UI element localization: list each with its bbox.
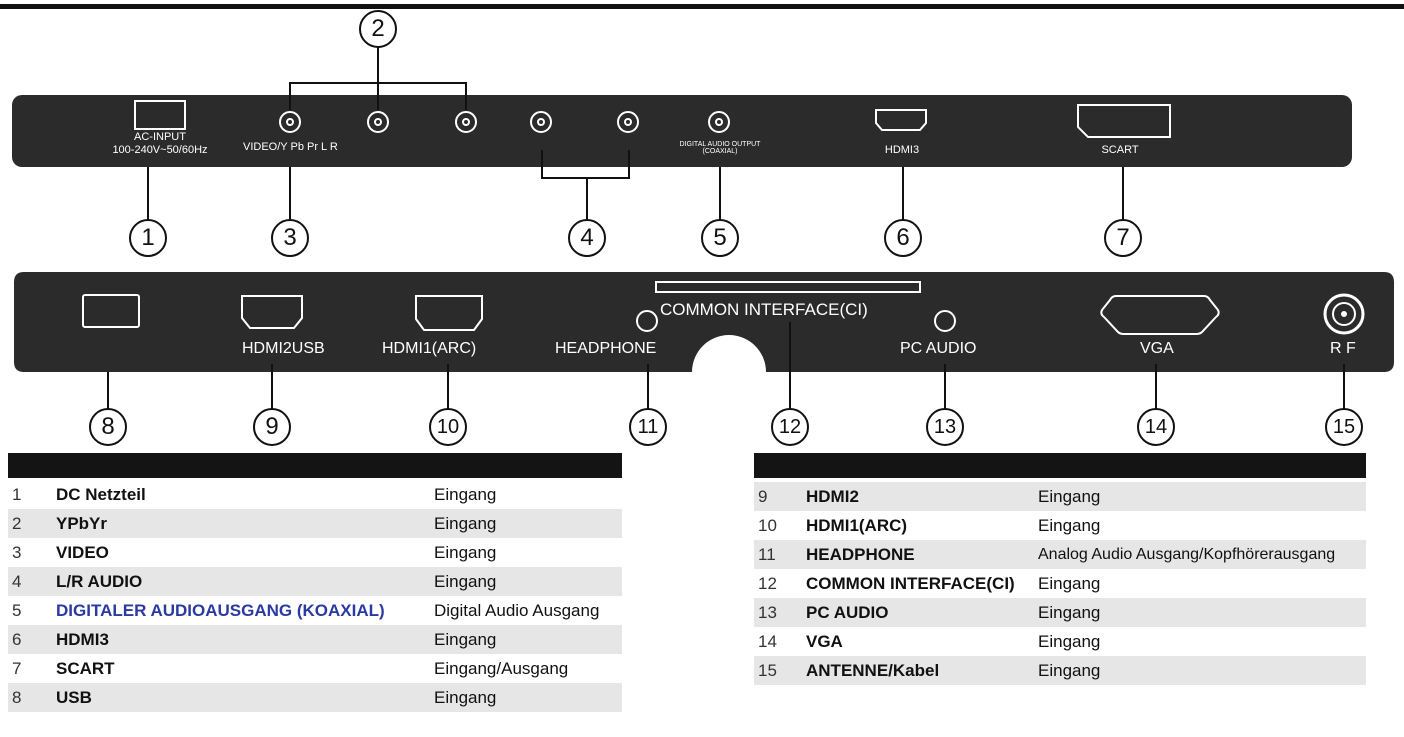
row-name: L/R AUDIO bbox=[52, 567, 430, 596]
pr-jack-icon bbox=[455, 111, 477, 133]
digital-audio-label: DIGITAL AUDIO OUTPUT bbox=[679, 141, 761, 148]
row-number: 8 bbox=[8, 683, 52, 712]
callout-3: 3 bbox=[271, 219, 309, 257]
callout-4: 4 bbox=[568, 219, 606, 257]
row-desc: Eingang bbox=[1038, 515, 1101, 535]
row-desc: Eingang bbox=[430, 509, 622, 538]
row-name: DIGITALER AUDIOAUSGANG (KOAXIAL) bbox=[56, 600, 385, 620]
ci-slot-icon bbox=[655, 281, 921, 293]
table-row bbox=[754, 598, 1366, 627]
audio-r-jack-icon bbox=[617, 111, 639, 133]
hdmi2usb-label: HDMI2USB bbox=[242, 340, 325, 357]
callout-14: 14 bbox=[1137, 408, 1175, 446]
pc-audio-jack-icon bbox=[934, 310, 956, 332]
leader-13 bbox=[944, 364, 946, 414]
row-desc: Eingang bbox=[1034, 656, 1366, 685]
video-y-jack-icon bbox=[279, 111, 301, 133]
bracket-2-right bbox=[465, 82, 467, 110]
row-number: 14 bbox=[758, 631, 777, 651]
row-number: 6 bbox=[8, 625, 52, 654]
row-name: SCART bbox=[56, 658, 115, 678]
table-row bbox=[8, 654, 622, 683]
bracket-2-mid bbox=[377, 82, 379, 110]
row-name: YPbYr bbox=[52, 509, 430, 538]
ci-label: COMMON INTERFACE(CI) bbox=[660, 300, 868, 319]
row-desc: Eingang bbox=[430, 567, 622, 596]
usb-port-icon bbox=[82, 294, 140, 328]
leader-11 bbox=[647, 364, 649, 414]
leader-3 bbox=[289, 167, 291, 223]
row-name: VIDEO bbox=[56, 542, 109, 562]
table-row bbox=[8, 538, 622, 567]
row-number: 11 bbox=[754, 540, 802, 569]
table-row bbox=[8, 509, 622, 538]
callout-1: 1 bbox=[129, 219, 167, 257]
pc-audio-label: PC AUDIO bbox=[900, 340, 977, 357]
headphone-label: HEADPHONE bbox=[555, 340, 657, 357]
row-number: 15 bbox=[754, 656, 802, 685]
row-desc: Eingang bbox=[1034, 482, 1366, 511]
callout-2: 2 bbox=[359, 10, 397, 48]
ac-input-port-icon bbox=[134, 100, 186, 130]
row-number: 3 bbox=[12, 542, 22, 562]
top-rule bbox=[0, 4, 1404, 9]
row-desc: Eingang/Ausgang bbox=[434, 658, 569, 678]
coaxial-label: (COAXIAL) bbox=[702, 148, 738, 155]
ac-rating-label: 100-240V~50/60Hz bbox=[112, 144, 208, 156]
leader-15 bbox=[1343, 364, 1345, 414]
callout-10: 10 bbox=[429, 408, 467, 446]
row-number: 12 bbox=[758, 573, 777, 593]
table-row bbox=[8, 480, 622, 509]
row-number: 5 bbox=[12, 600, 22, 620]
callout-9: 9 bbox=[253, 408, 291, 446]
bracket-2-left bbox=[289, 82, 291, 110]
callout-7: 7 bbox=[1104, 219, 1142, 257]
scart-label: SCART bbox=[1101, 144, 1139, 156]
callout-8: 8 bbox=[89, 408, 127, 446]
row-desc: Eingang bbox=[430, 683, 622, 712]
row-number: 9 bbox=[754, 482, 802, 511]
row-number: 2 bbox=[8, 509, 52, 538]
hdmi3-label: HDMI3 bbox=[884, 144, 920, 156]
hdmi1-port-icon bbox=[414, 294, 484, 334]
table-row bbox=[754, 482, 1366, 511]
row-name: USB bbox=[52, 683, 430, 712]
coaxial-jack-icon bbox=[708, 111, 730, 133]
row-desc: Analog Audio Ausgang/Kopfhörerausgang bbox=[1034, 540, 1366, 569]
row-name: HDMI3 bbox=[52, 625, 430, 654]
hdmi1arc-label: HDMI1(ARC) bbox=[382, 340, 477, 357]
row-name: PC AUDIO bbox=[802, 598, 1034, 627]
callout-13: 13 bbox=[926, 408, 964, 446]
row-desc: Eingang bbox=[430, 625, 622, 654]
rf-label: R F bbox=[1330, 340, 1356, 357]
headphone-jack-icon bbox=[636, 310, 658, 332]
row-desc: Eingang bbox=[1038, 573, 1101, 593]
leader-14 bbox=[1155, 364, 1157, 414]
row-name: HEADPHONE bbox=[802, 540, 1034, 569]
rf-antenna-port-icon bbox=[1322, 292, 1366, 336]
callout-5: 5 bbox=[701, 219, 739, 257]
row-number: 7 bbox=[12, 658, 22, 678]
hdmi3-port-icon bbox=[874, 108, 928, 132]
table-row bbox=[754, 511, 1366, 540]
row-name: HDMI1(ARC) bbox=[806, 515, 908, 535]
video-ypbpr-label: VIDEO/Y Pb Pr L R bbox=[243, 141, 338, 153]
row-desc: Digital Audio Ausgang bbox=[434, 600, 600, 620]
leader-6 bbox=[902, 167, 904, 223]
row-name: DC Netzteil bbox=[56, 484, 146, 504]
left-connector-table bbox=[8, 480, 622, 712]
pb-jack-icon bbox=[367, 111, 389, 133]
leader-7 bbox=[1122, 167, 1124, 223]
left-table-header-bar bbox=[8, 453, 622, 478]
right-connector-table bbox=[754, 482, 1366, 685]
row-number: 13 bbox=[754, 598, 802, 627]
row-name: VGA bbox=[806, 631, 843, 651]
bracket-4-stem bbox=[586, 177, 588, 223]
bracket-2-stem bbox=[377, 44, 379, 84]
audio-l-jack-icon bbox=[530, 111, 552, 133]
table-row bbox=[8, 683, 622, 712]
table-row bbox=[8, 567, 622, 596]
row-desc: Eingang bbox=[434, 542, 497, 562]
bracket-4-left bbox=[541, 150, 543, 178]
table-row bbox=[754, 627, 1366, 656]
callout-12: 12 bbox=[771, 408, 809, 446]
bracket-4-right bbox=[628, 150, 630, 178]
vga-label: VGA bbox=[1140, 340, 1174, 357]
row-desc: Eingang bbox=[1038, 631, 1101, 651]
table-row bbox=[754, 569, 1366, 598]
right-table-header-bar bbox=[754, 453, 1366, 478]
row-number: 4 bbox=[8, 567, 52, 596]
callout-15: 15 bbox=[1325, 408, 1363, 446]
row-number: 10 bbox=[758, 515, 777, 535]
ac-input-label: AC-INPUT bbox=[134, 131, 186, 143]
scart-port-icon bbox=[1074, 103, 1174, 139]
row-name: COMMON INTERFACE(CI) bbox=[806, 573, 1015, 593]
leader-12 bbox=[789, 322, 791, 414]
leader-5 bbox=[719, 167, 721, 223]
callout-11: 11 bbox=[629, 408, 667, 446]
leader-10 bbox=[447, 364, 449, 414]
leader-1 bbox=[147, 167, 149, 223]
hdmi2-port-icon bbox=[240, 294, 304, 332]
vga-port-icon bbox=[1098, 294, 1222, 336]
table-row bbox=[8, 596, 622, 625]
callout-6: 6 bbox=[884, 219, 922, 257]
row-number: 1 bbox=[12, 484, 22, 504]
table-row bbox=[754, 656, 1366, 685]
table-row bbox=[8, 625, 622, 654]
row-desc: Eingang bbox=[434, 484, 497, 504]
leader-9 bbox=[271, 364, 273, 414]
row-name: ANTENNE/Kabel bbox=[802, 656, 1034, 685]
row-name: HDMI2 bbox=[802, 482, 1034, 511]
row-desc: Eingang bbox=[1034, 598, 1366, 627]
table-row bbox=[754, 540, 1366, 569]
